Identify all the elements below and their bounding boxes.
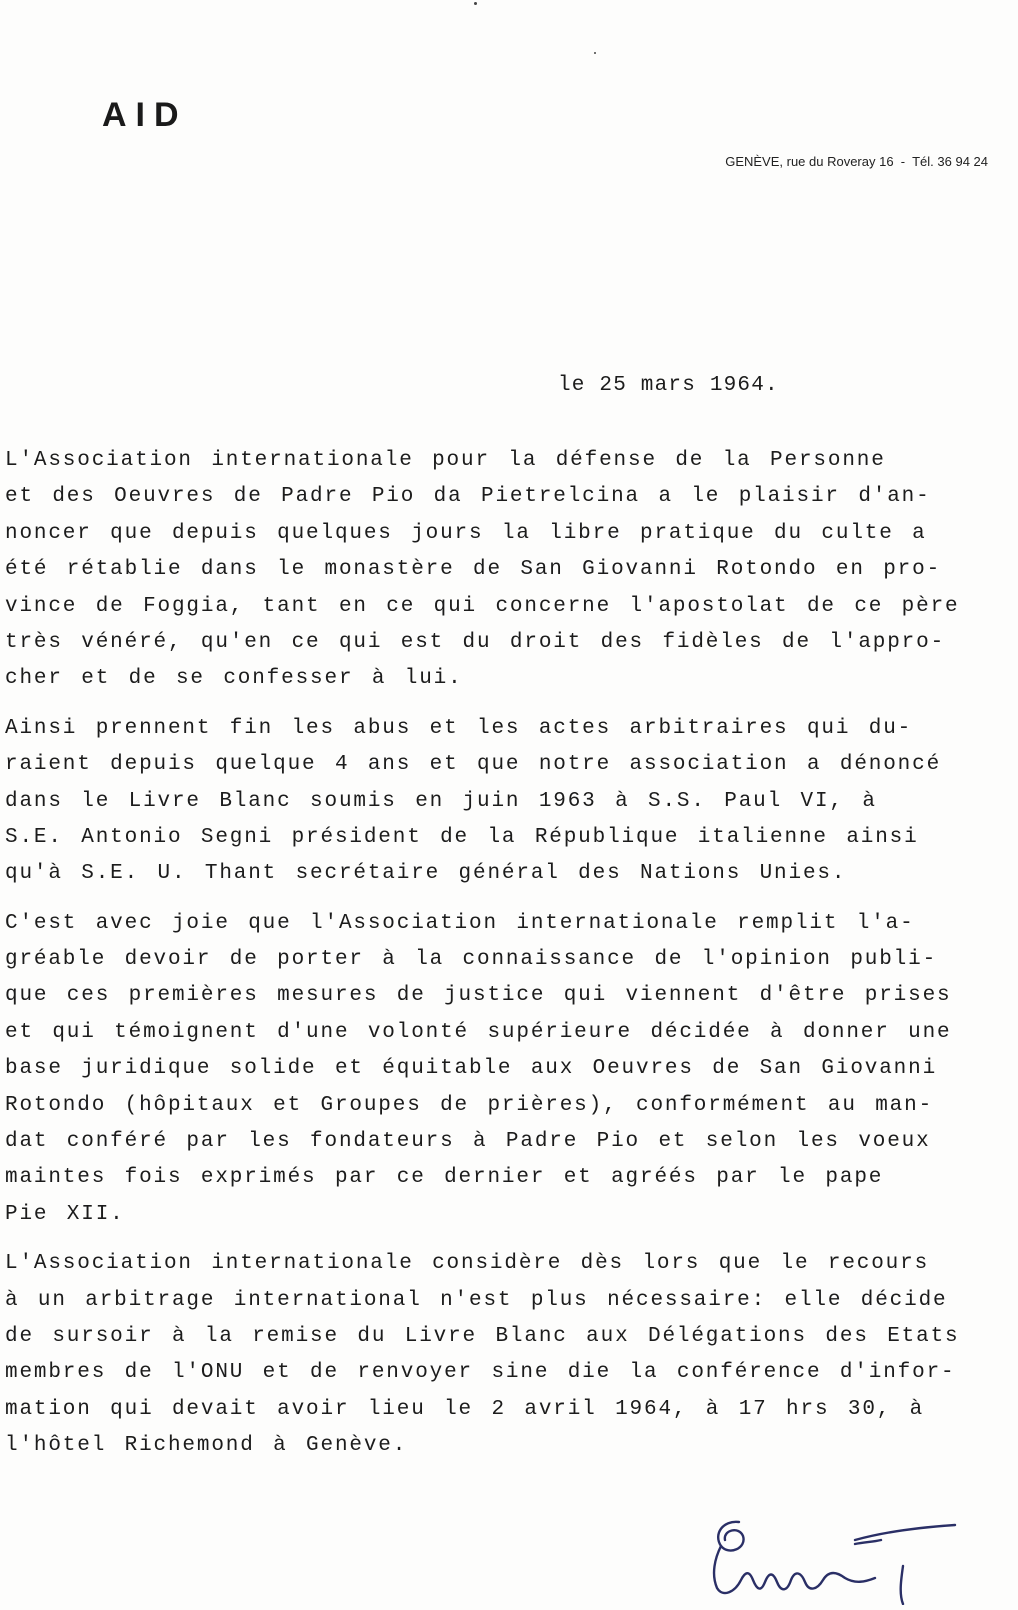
signature-ink (714, 1522, 955, 1604)
text-line: mation qui devait avoir lieu le 2 avril 1964, à 17 hrs 30, à (5, 1397, 925, 1421)
paragraph-abuses (5, 711, 1005, 893)
text-line: Pie XII. (5, 1202, 125, 1226)
letter-body (5, 443, 1005, 1478)
paragraph-announcement (5, 443, 1005, 698)
text-line: C'est avec joie que l'Association internationale remplit l'a- (5, 911, 915, 935)
text-line: S.E. Antonio Segni président de la République italienne ainsi (5, 825, 919, 849)
text-line: Rotondo (hôpitaux et Groupes de prières), conformément au man- (5, 1093, 934, 1117)
text-line: gréable devoir de porter à la connaissance de l'opinion publi- (5, 948, 938, 972)
text-line: dat conféré par les fondateurs à Padre Pio et selon les voeux (5, 1130, 931, 1154)
text-line: très vénéré, qu'en ce qui est du droit des fidèles de l'appro- (5, 630, 946, 654)
text-line: base juridique solide et équitable aux Oeuvres de San Giovanni (5, 1057, 938, 1081)
text-line: noncer que depuis quelques jours la libre pratique du culte a (5, 521, 927, 545)
handwritten-signature (705, 1500, 965, 1605)
paper-speck (594, 52, 596, 54)
text-line: et qui témoignent d'une volonté supérieure décidée à donner une (5, 1020, 952, 1044)
organization-logo: AID (102, 96, 188, 134)
text-line: L'Association internationale pour la défense de la Personne (5, 449, 886, 472)
paper-speck (474, 2, 477, 5)
text-line: cher et de se confesser à lui. (5, 667, 463, 691)
text-line: dans le Livre Blanc soumis en juin 1963 à S.S. Paul VI, à (5, 789, 877, 813)
text-line: raient depuis quelque 4 ans et que notre association a dénoncé (5, 753, 942, 777)
letter-date: le 25 mars 1964. (558, 374, 779, 397)
text-line: que ces premières mesures de justice qui viennent d'être prises (5, 984, 952, 1008)
text-line: Ainsi prennent fin les abus et les actes arbitraires qui du- (5, 716, 913, 740)
text-line: qu'à S.E. U. Thant secrétaire général des Nations Unies. (5, 862, 847, 886)
text-line: maintes fois exprimés par ce dernier et agréés par le pape (5, 1166, 884, 1190)
text-line: à un arbitrage international n'est plus nécessaire: elle décide (5, 1288, 948, 1312)
text-line: L'Association internationale considère dès lors que le recours (5, 1252, 930, 1276)
paragraph-justice-measures (5, 906, 1005, 1234)
text-line: et des Oeuvres de Padre Pio da Pietrelcina a le plaisir d'an- (5, 485, 931, 509)
text-line: été rétablie dans le monastère de San Giovanni Rotondo en pro- (5, 558, 942, 582)
text-line: vince de Foggia, tant en ce qui concerne l'apostolat de ce père (5, 594, 960, 618)
text-line: membres de l'ONU et de renvoyer sine die la conférence d'infor- (5, 1361, 956, 1385)
text-line: de sursoir à la remise du Livre Blanc aux Délégations des Etats (5, 1324, 960, 1348)
letterhead-address: GENÈVE, rue du Roveray 16 - Tél. 36 94 24 (725, 154, 988, 169)
paragraph-arbitration (5, 1246, 1005, 1464)
text-line: l'hôtel Richemond à Genève. (5, 1434, 408, 1458)
